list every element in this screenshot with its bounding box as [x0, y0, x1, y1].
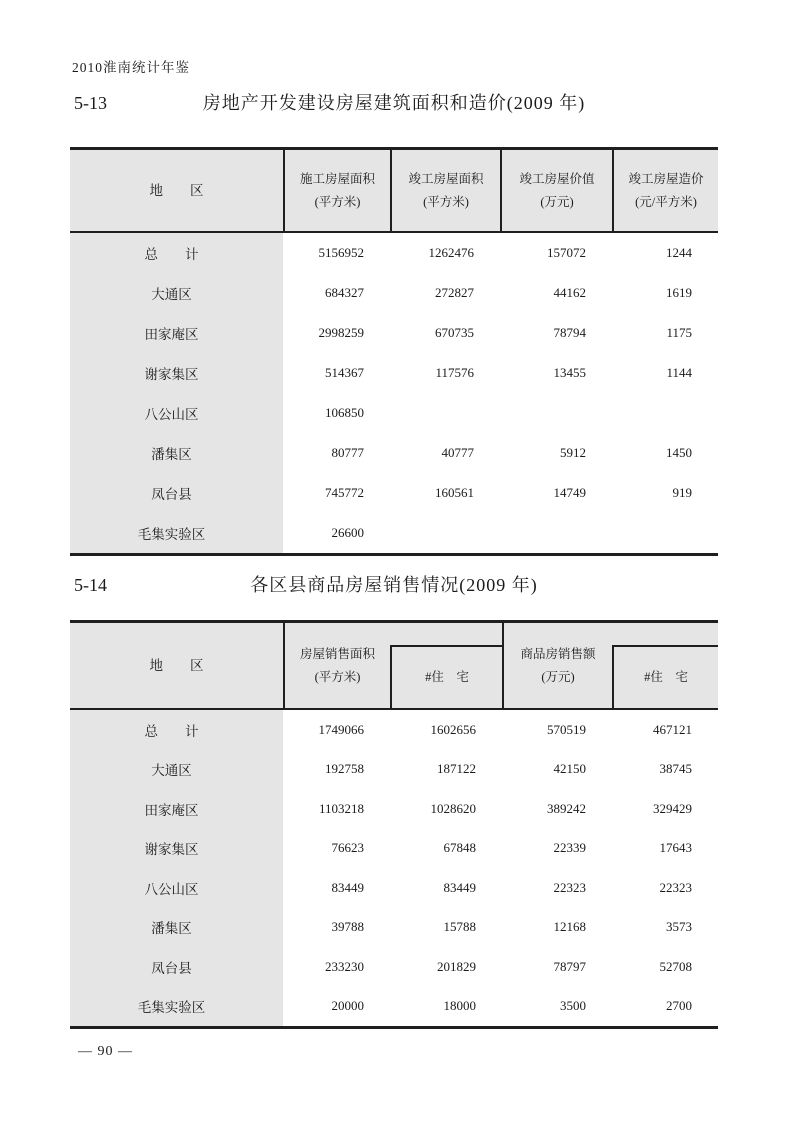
value-cell: 14749 [553, 485, 586, 500]
value-cell: 67848 [443, 840, 476, 856]
col-title: 房屋销售面积 [299, 646, 375, 661]
table-row [70, 947, 718, 987]
table-row [70, 473, 718, 513]
value-cell: 192758 [325, 761, 364, 777]
table-row [70, 987, 718, 1027]
table-row [70, 750, 718, 790]
value-cell: 1450 [666, 445, 692, 460]
value-cell: 44162 [553, 285, 586, 300]
value-cell: 39788 [331, 919, 364, 935]
table1-col4-header [612, 150, 718, 231]
table2-title-row [70, 570, 718, 600]
value-cell: 83449 [443, 879, 476, 895]
value-cell: 201829 [437, 958, 476, 974]
value-cell: 2998259 [318, 325, 364, 340]
value-cell: 1244 [666, 245, 692, 260]
value-cell: 1602656 [430, 721, 476, 737]
value-cell: 1103218 [318, 800, 364, 816]
table1 [70, 147, 718, 556]
value-cell: 20000 [331, 998, 364, 1014]
table2-col1-header [283, 623, 390, 708]
value-cell: 26600 [331, 525, 364, 540]
region-cell: 大通区 [70, 750, 283, 790]
value-cell: 1028620 [430, 800, 476, 816]
page-number: — 90 — [78, 1044, 133, 1059]
col-title: 竣工房屋造价 [628, 171, 704, 186]
col-unit: (万元) [540, 194, 574, 209]
table-row [70, 313, 718, 353]
value-cell: 5156952 [318, 245, 364, 260]
table-row [70, 393, 718, 433]
region-cell: 田家庵区 [70, 789, 283, 829]
value-cell: 3500 [560, 998, 586, 1014]
value-cell: 80777 [331, 445, 364, 460]
region-cell: 总 计 [70, 233, 283, 273]
value-cell: 78794 [553, 325, 586, 340]
table2-body [70, 710, 718, 1026]
col-title: 竣工房屋价值 [519, 171, 595, 186]
table2-col4-subheader [612, 645, 718, 708]
value-cell: 467121 [653, 721, 692, 737]
col-unit: (平方米) [314, 194, 361, 209]
value-cell: 22339 [553, 840, 586, 856]
value-cell: 22323 [553, 879, 586, 895]
value-cell: 1749066 [318, 721, 364, 737]
value-cell: 160561 [435, 485, 474, 500]
yearbook-title: 2010淮南统计年鉴 [72, 60, 190, 75]
region-cell: 毛集实验区 [70, 987, 283, 1027]
table1-col1-header [283, 150, 390, 231]
value-cell: 117576 [435, 365, 474, 380]
value-cell: 40777 [441, 445, 474, 460]
table2-title: 各区县商品房屋销售情况(2009 年) [250, 575, 538, 595]
col-title: 商品房销售额 [520, 646, 596, 661]
table1-code: 5-13 [74, 93, 107, 113]
table2 [70, 620, 718, 1029]
table-row [70, 868, 718, 908]
value-cell: 1619 [666, 285, 692, 300]
table-row [70, 233, 718, 273]
table-row [70, 908, 718, 948]
value-cell: 42150 [553, 761, 586, 777]
table-row [70, 829, 718, 869]
table1-title-row [70, 88, 718, 118]
value-cell: 3573 [666, 919, 692, 935]
value-cell: 38745 [659, 761, 692, 777]
value-cell: 389242 [547, 800, 586, 816]
value-cell: 157072 [547, 245, 586, 260]
region-cell: 八公山区 [70, 393, 283, 433]
col-title: 施工房屋面积 [299, 171, 375, 186]
region-cell: 凤台县 [70, 473, 283, 513]
table2-header [70, 623, 718, 710]
col-unit: (平方米) [423, 194, 469, 209]
value-cell: 52708 [659, 958, 692, 974]
value-cell: 329429 [653, 800, 692, 816]
value-cell: 76623 [331, 840, 364, 856]
value-cell: 13455 [553, 365, 586, 380]
value-cell: 919 [672, 485, 692, 500]
value-cell: 1175 [666, 325, 692, 340]
region-cell: 谢家集区 [70, 829, 283, 869]
value-cell: 745772 [325, 485, 364, 500]
value-cell: 1262476 [428, 245, 474, 260]
value-cell: 5912 [560, 445, 586, 460]
value-cell: 78797 [553, 958, 586, 974]
region-cell: 凤台县 [70, 947, 283, 987]
table2-region-header: 地 区 [149, 658, 204, 673]
col-unit: (万元) [541, 669, 575, 684]
table-row [70, 789, 718, 829]
value-cell: 2700 [666, 998, 692, 1014]
value-cell: 670735 [435, 325, 474, 340]
table-row [70, 710, 718, 750]
table1-col3-header [500, 150, 612, 231]
table1-body [70, 233, 718, 553]
table2-col3-header [502, 623, 612, 708]
table-row [70, 513, 718, 553]
col-title: 竣工房屋面积 [408, 171, 484, 186]
table1-header [70, 150, 718, 233]
value-cell: 514367 [325, 365, 364, 380]
value-cell: 15788 [443, 919, 476, 935]
value-cell: 106850 [325, 405, 364, 420]
col-title: #住 宅 [644, 670, 688, 684]
value-cell [612, 393, 718, 433]
table-row [70, 433, 718, 473]
value-cell: 1144 [666, 365, 692, 380]
value-cell: 570519 [547, 721, 586, 737]
value-cell: 233230 [325, 958, 364, 974]
col-unit: (平方米) [314, 669, 361, 684]
region-cell: 谢家集区 [70, 353, 283, 393]
table-row [70, 273, 718, 313]
col-unit: (元/平方米) [635, 194, 697, 209]
value-cell: 684327 [325, 285, 364, 300]
value-cell: 22323 [659, 879, 692, 895]
table2-col2-subheader [390, 645, 502, 708]
region-cell: 田家庵区 [70, 313, 283, 353]
region-cell: 潘集区 [70, 908, 283, 948]
value-cell [612, 513, 718, 553]
value-cell: 12168 [553, 919, 586, 935]
value-cell [390, 393, 500, 433]
col-title: #住 宅 [425, 670, 469, 684]
value-cell: 18000 [443, 998, 476, 1014]
region-cell: 潘集区 [70, 433, 283, 473]
value-cell: 272827 [435, 285, 474, 300]
table1-title: 房地产开发建设房屋建筑面积和造价(2009 年) [202, 93, 586, 113]
value-cell: 83449 [331, 879, 364, 895]
table2-code: 5-14 [74, 575, 107, 595]
table1-col2-header [390, 150, 500, 231]
region-cell: 毛集实验区 [70, 513, 283, 553]
value-cell [500, 513, 612, 553]
value-cell [500, 393, 612, 433]
value-cell: 187122 [437, 761, 476, 777]
value-cell: 17643 [659, 840, 692, 856]
region-cell: 大通区 [70, 273, 283, 313]
region-cell: 总 计 [70, 710, 283, 750]
value-cell [390, 513, 500, 553]
table1-region-header: 地 区 [149, 183, 204, 198]
region-cell: 八公山区 [70, 868, 283, 908]
table-row [70, 353, 718, 393]
